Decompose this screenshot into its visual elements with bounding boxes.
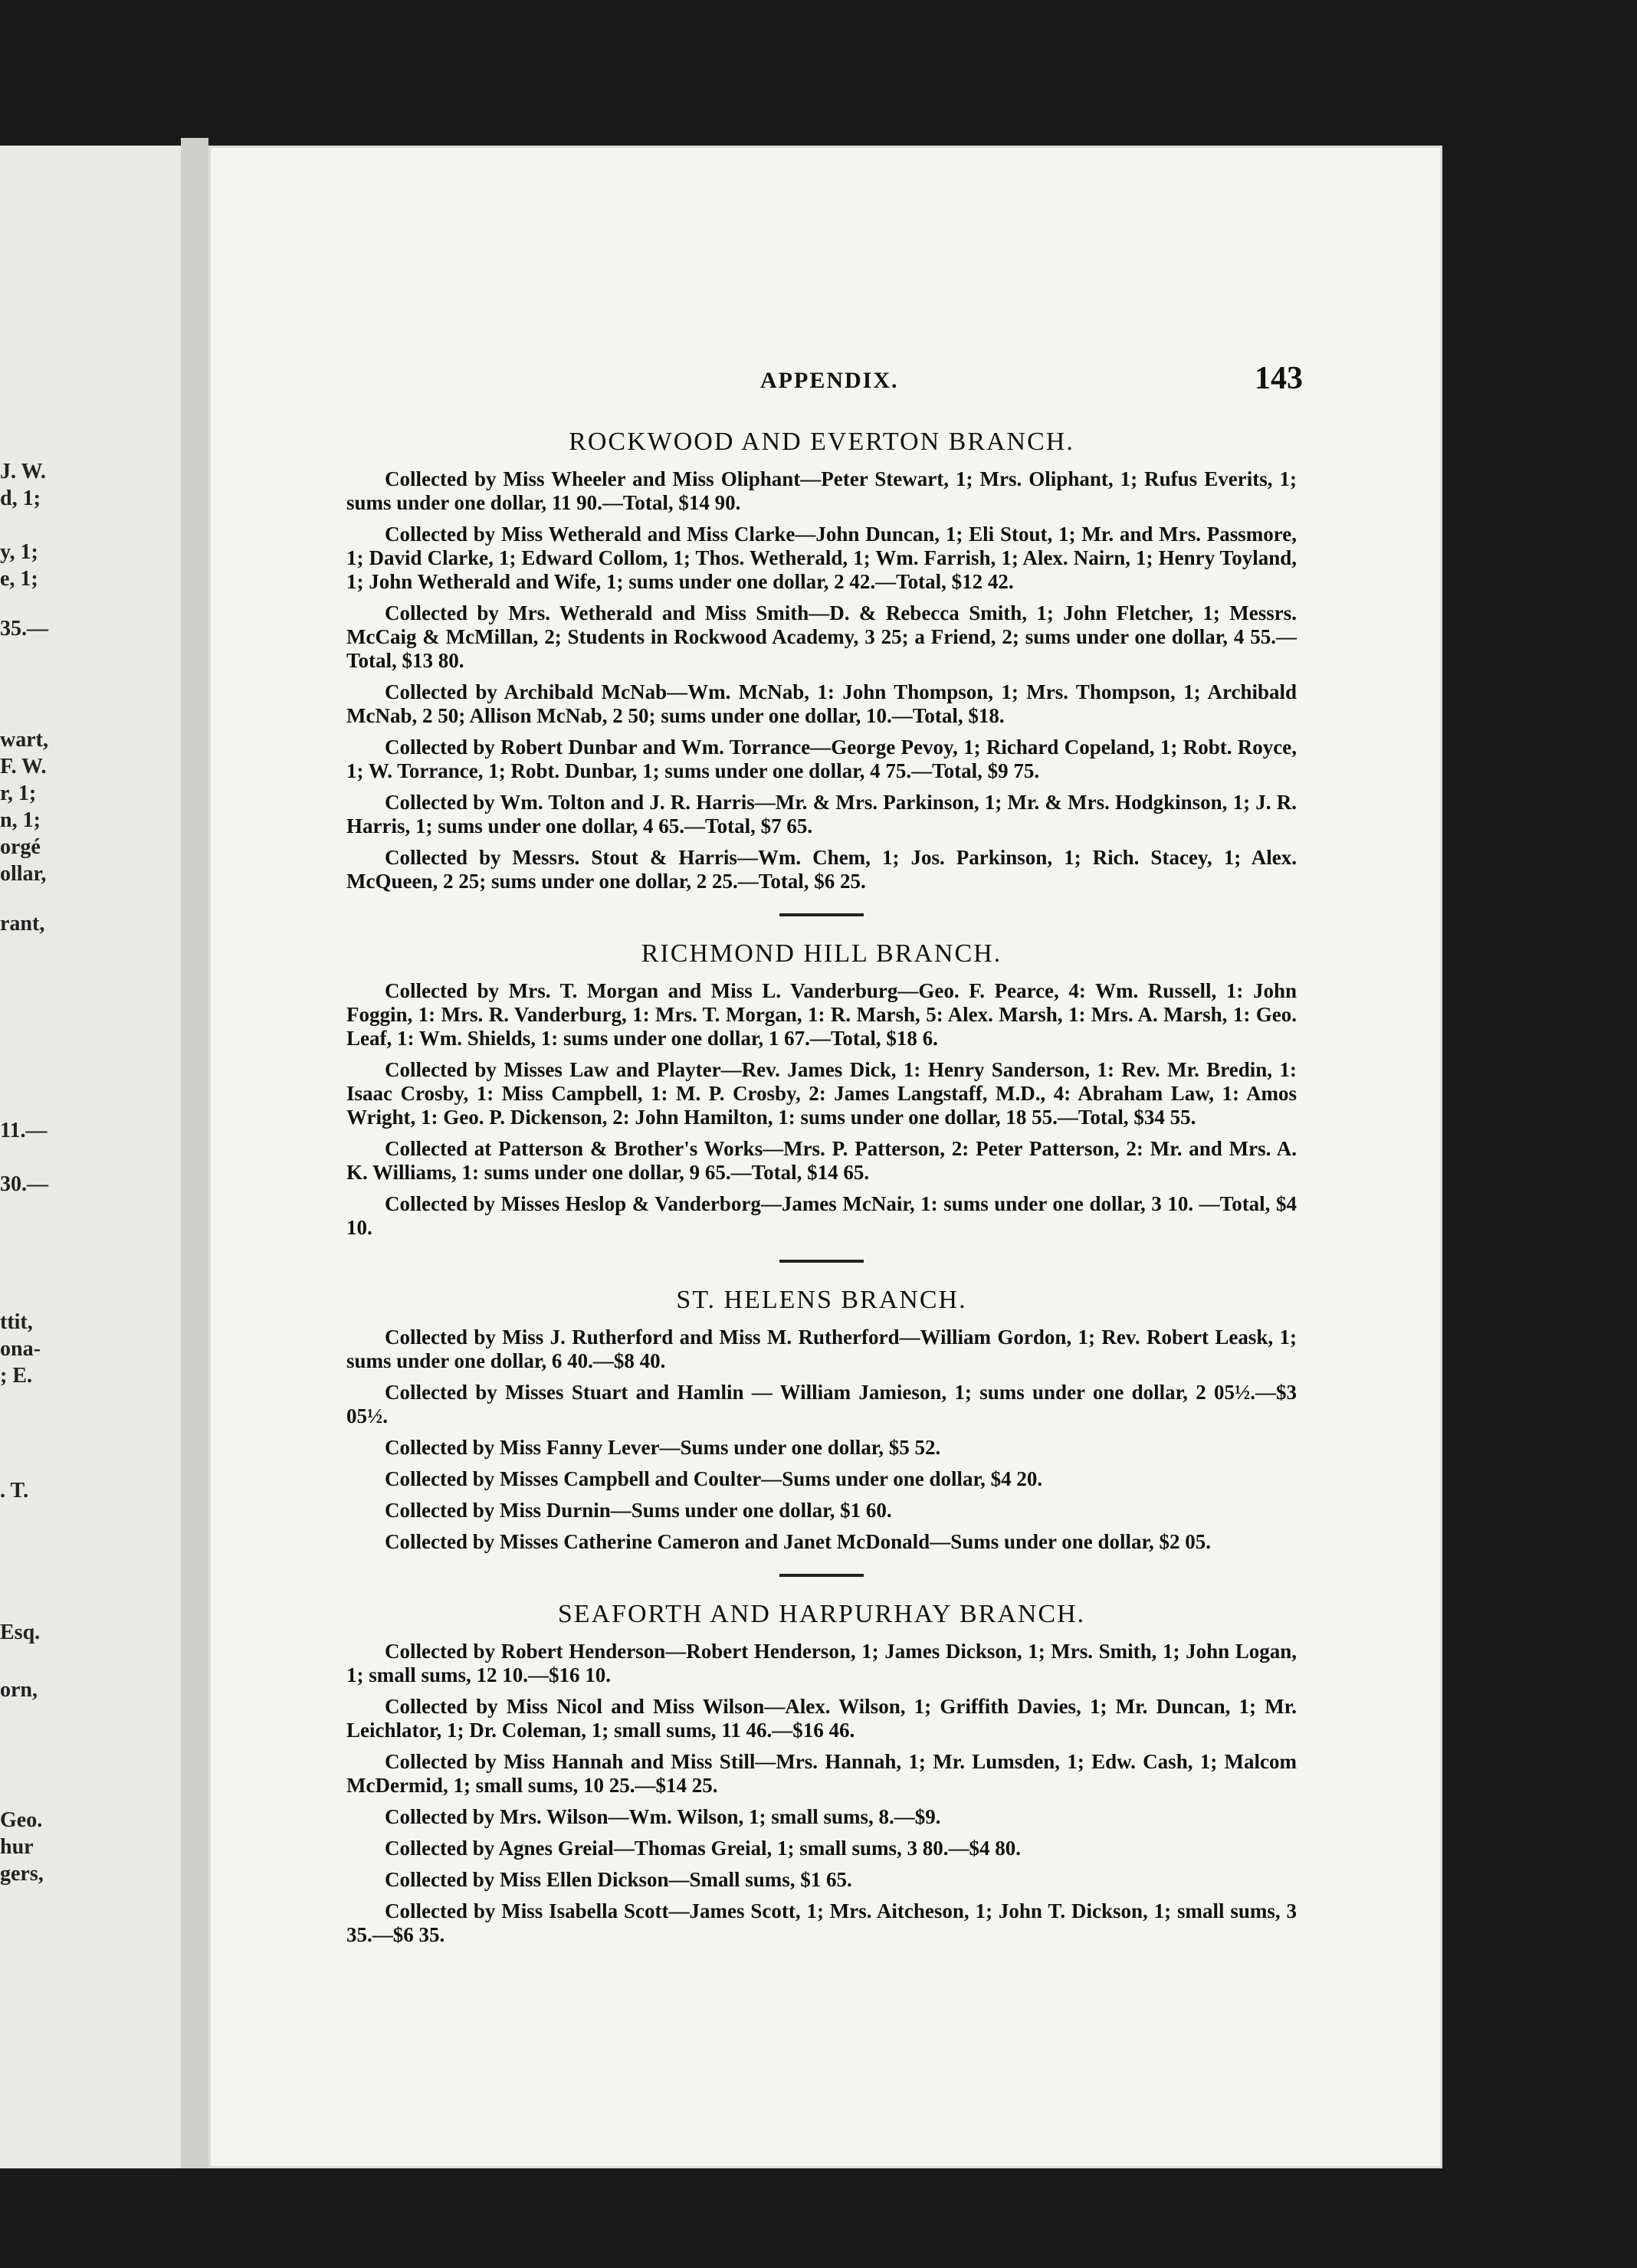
- collection-entry: Collected by Miss J. Rutherford and Miss M. Rutherford—William Gordon, 1; Rev. Robert Leask, 1; sums under one dollar, 6 40.—$8 40.: [346, 1326, 1297, 1372]
- facing-page-fragment: J. W.: [0, 460, 46, 483]
- facing-page-fragment: r, 1;: [0, 782, 37, 805]
- section-st-helens: [346, 1286, 1297, 1554]
- facing-page-fragment: 35.—: [0, 617, 48, 641]
- facing-page-fragment: n, 1;: [0, 808, 41, 832]
- facing-page-fragment: d, 1;: [0, 487, 41, 510]
- collection-entry: Collected by Robert Dunbar and Wm. Torrance—George Pevoy, 1; Richard Copeland, 1; Robt. Royce, 1; W. Torrance, 1; Robt. Dunbar, 1; sums under one dollar, 4 75.—Total, $9 75.: [346, 736, 1297, 782]
- facing-page-fragment: hur: [0, 1835, 34, 1859]
- book-gutter: [181, 138, 208, 2168]
- page-number: 143: [1255, 361, 1303, 396]
- section-divider: [779, 913, 864, 916]
- facing-page-fragment: y, 1;: [0, 540, 38, 564]
- section-richmond-hill: [346, 939, 1297, 1240]
- facing-page-edge: [0, 146, 184, 2168]
- section-divider: [779, 1260, 864, 1263]
- collection-entry: Collected by Mrs. Wetherald and Miss Smith—D. & Rebecca Smith, 1; John Fletcher, 1; Messrs. McCaig & McMillan, 2; Students in Rockwood Academy, 3 25; a Friend, 2; sums under one dollar, 4 55.—Total, $13 80.: [346, 601, 1297, 672]
- collection-entry: Collected by Agnes Greial—Thomas Greial, 1; small sums, 3 80.—$4 80.: [385, 1837, 1021, 1860]
- facing-page-fragment: F. W.: [0, 755, 47, 778]
- section-divider: [779, 1574, 864, 1577]
- collection-entry: Collected by Misses Law and Playter—Rev. James Dick, 1: Henry Sanderson, 1: Rev. Mr. Bredin, 1: Isaac Crosby, 1: Miss Campbell, 1: M. P. Crosby, 2: James Langstaff, M.D., 4: Abraham Law, 1: Amos Wright, 1: Geo. P. Dickenson, 2: John Hamilton, 1: sums under one dollar, 18 55.—Total, $34 55.: [346, 1058, 1297, 1129]
- collection-entry: Collected by Miss Ellen Dickson—Small sums, $1 65.: [385, 1868, 852, 1891]
- facing-page-fragment: 11.—: [0, 1119, 48, 1142]
- section-title: SEAFORTH AND HARPURHAY BRANCH.: [557, 1600, 1086, 1628]
- collection-entry: Collected by Miss Wetherald and Miss Clarke—John Duncan, 1; Eli Stout, 1; Mr. and Mrs. Passmore, 1; David Clarke, 1; Edward Collom, 1; Thos. Wetherald, 1; Wm. Farrish, 1; Alex. Nairn, 1; Henry Toyland, 1; John Wetherald and Wife, 1; sums under one dollar, 2 42.—Total, $12 42.: [346, 523, 1297, 593]
- facing-page-fragment: ollar,: [0, 862, 47, 886]
- collection-entry: Collected at Patterson & Brother's Works—Mrs. P. Patterson, 2: Peter Patterson, 2: Mr. and Mrs. A. K. Williams, 1: sums under one dollar, 9 65.—Total, $14 65.: [346, 1137, 1297, 1184]
- running-title: APPENDIX.: [760, 368, 899, 393]
- facing-page-fragment: wart,: [0, 728, 48, 752]
- facing-page-fragment: ttit,: [0, 1310, 33, 1334]
- collection-entry: Collected by Misses Catherine Cameron and Janet McDonald—Sums under one dollar, $2 05.: [385, 1530, 1212, 1553]
- collection-entry: Collected by Misses Heslop & Vanderborg—James McNair, 1: sums under one dollar, 3 10. —Total, $4 10.: [346, 1192, 1297, 1239]
- collection-entry: Collected by Wm. Tolton and J. R. Harris—Mr. & Mrs. Parkinson, 1; Mr. & Mrs. Hodgkinson, 1; J. R. Harris, 1; sums under one dollar, 4 65.—Total, $7 65.: [346, 791, 1297, 837]
- collection-entry: Collected by Miss Wheeler and Miss Oliphant—Peter Stewart, 1; Mrs. Oliphant, 1; Rufus Everits, 1; sums under one dollar, 11 90.—Total, $14 90.: [346, 467, 1297, 514]
- collection-entry: Collected by Mrs. Wilson—Wm. Wilson, 1; small sums, 8.—$9.: [385, 1805, 941, 1828]
- facing-page-fragment: e, 1;: [0, 567, 38, 591]
- collection-entry: Collected by Miss Hannah and Miss Still—Mrs. Hannah, 1; Mr. Lumsden, 1; Edw. Cash, 1; Malcom McDermid, 1; small sums, 10 25.—$14 25.: [346, 1750, 1297, 1797]
- facing-page-fragment: rant,: [0, 912, 45, 936]
- section-rockwood-everton: [346, 428, 1297, 893]
- facing-page-fragment: orgé: [0, 835, 41, 859]
- collection-entry: Collected by Misses Campbell and Coulter—Sums under one dollar, $4 20.: [385, 1467, 1043, 1490]
- collection-entry: Collected by Misses Stuart and Hamlin — William Jamieson, 1; sums under one dollar, 2 05½.—$3 05½.: [346, 1381, 1297, 1427]
- page-content: [346, 361, 1303, 1955]
- document-page: [208, 146, 1442, 2168]
- running-head: [346, 361, 1303, 414]
- section-title: ST. HELENS BRANCH.: [676, 1286, 967, 1314]
- collection-entry: Collected by Miss Durnin—Sums under one dollar, $1 60.: [385, 1499, 892, 1522]
- facing-page-fragment: . T.: [0, 1479, 29, 1503]
- facing-page-fragment: ; E.: [0, 1364, 32, 1388]
- collection-entry: Collected by Messrs. Stout & Harris—Wm. Chem, 1; Jos. Parkinson, 1; Rich. Stacey, 1; Alex. McQueen, 2 25; sums under one dollar, 2 25.—Total, $6 25.: [346, 846, 1297, 893]
- collection-entry: Collected by Miss Nicol and Miss Wilson—Alex. Wilson, 1; Griffith Davies, 1; Mr. Duncan, 1; Mr. Leichlator, 1; Dr. Coleman, 1; small sums, 11 46.—$16 46.: [346, 1695, 1297, 1742]
- collection-entry: Collected by Archibald McNab—Wm. McNab, 1: John Thompson, 1; Mrs. Thompson, 1; Archibald McNab, 2 50; Allison McNab, 2 50; sums under one dollar, 10.—Total, $18.: [346, 680, 1297, 727]
- facing-page-fragment: gers,: [0, 1862, 44, 1886]
- collection-entry: Collected by Miss Fanny Lever—Sums under one dollar, $5 52.: [385, 1436, 941, 1459]
- facing-page-fragment: Esq.: [0, 1621, 41, 1644]
- collection-entry: Collected by Mrs. T. Morgan and Miss L. Vanderburg—Geo. F. Pearce, 4: Wm. Russell, 1: John Foggin, 1: Mrs. R. Vanderburg, 1: Mrs. T. Morgan, 1: R. Marsh, 5: Alex. Marsh, 1: Mrs. A. Marsh, 1: Geo. Leaf, 1: Wm. Shields, 1: sums under one dollar, 1 67.—Total, $18 6.: [346, 979, 1297, 1050]
- facing-page-fragment: ona-: [0, 1337, 41, 1361]
- section-seaforth-harpurhay: [346, 1600, 1297, 1947]
- facing-page-fragment: Geo.: [0, 1808, 43, 1832]
- collection-entry: Collected by Miss Isabella Scott—James Scott, 1; Mrs. Aitcheson, 1; John T. Dickson, 1; small sums, 3 35.—$6 35.: [346, 1899, 1297, 1946]
- collection-entry: Collected by Robert Henderson—Robert Henderson, 1; James Dickson, 1; Mrs. Smith, 1; John Logan, 1; small sums, 12 10.—$16 10.: [346, 1640, 1297, 1686]
- section-title: ROCKWOOD AND EVERTON BRANCH.: [569, 428, 1074, 456]
- facing-page-fragment: 30.—: [0, 1172, 48, 1196]
- facing-page-fragment: orn,: [0, 1678, 38, 1702]
- section-title: RICHMOND HILL BRANCH.: [641, 939, 1002, 968]
